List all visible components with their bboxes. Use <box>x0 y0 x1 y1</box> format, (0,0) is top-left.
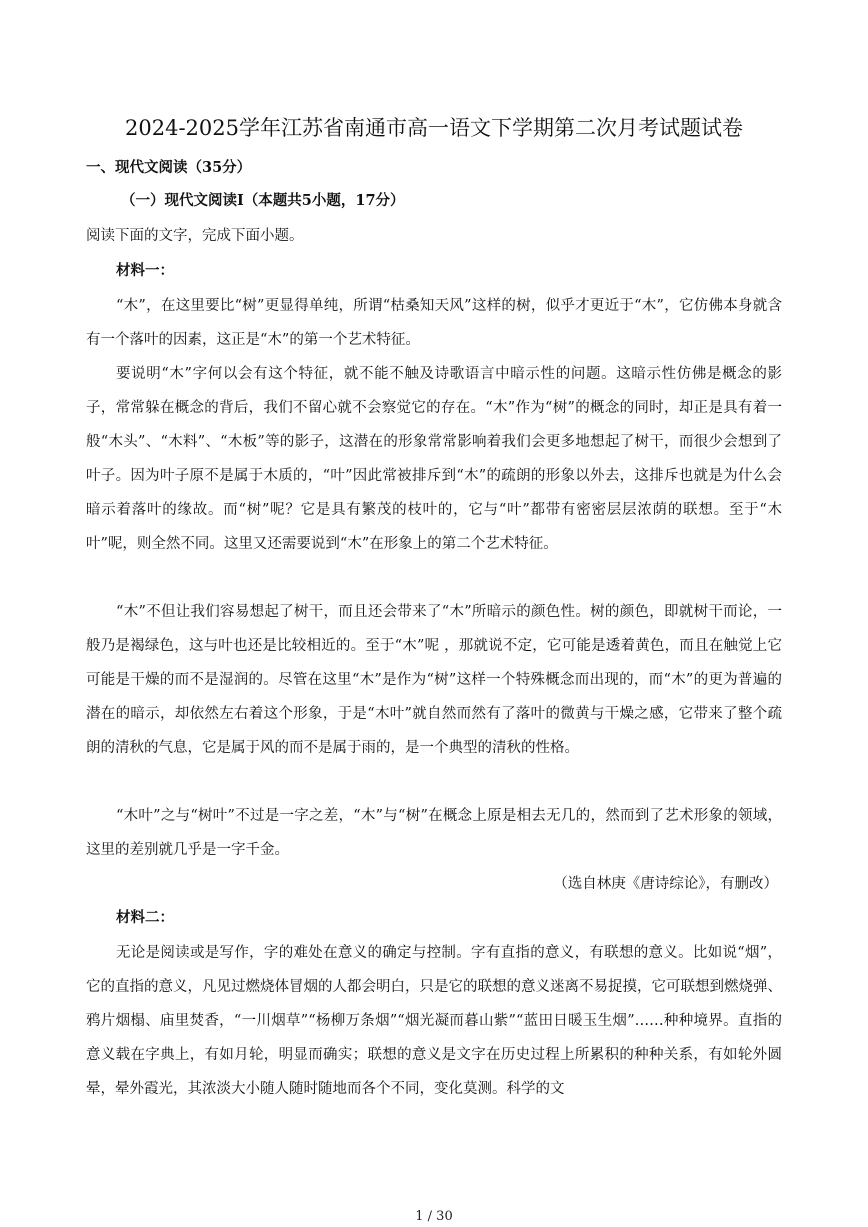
material-one-label: 材料一： <box>116 262 174 279</box>
material-one-paragraph-2: 要说明“木”字何以会有这个特征，就不能不触及诗歌语言中暗示性的问题。这暗示性仿佛是概念的影子，常常躲在概念的背后，我们不留心就不会察觉它的存在。“木”作为“树”的概念的同时，却正是具有着一般“木头”、“木料”、“木板”等的影子，这潜在的形象常常影响着我们会更多地想起了树干，而很少会想到了叶子。因为叶子原不是属于木质的，“叶”因此常被排斥到“木”的疏朗的形象以外去，这排斥也就是为什么会暗示着落叶的缘故。而“树”呢？它是具有繁茂的枝叶的，它与“叶”都带有密密层层浓荫的联想。至于“木叶”呢，则全然不同。这里又还需要说到“木”在形象上的第二个艺术特征。 <box>86 366 782 552</box>
material-one-paragraph-1: “木”，在这里要比“树”更显得单纯，所谓“枯桑知天风”这样的树，似乎才更近于“木”，它仿佛本身就含有一个落叶的因素，这正是“木”的第一个艺术特征。 <box>86 298 782 348</box>
material-one-paragraph-3: “木”不但让我们容易想起了树干，而且还会带来了“木”所暗示的颜色性。树的颜色，即就树干而论，一般乃是褐绿色，这与叶也还是比较相近的。至于“木”呢 ，那就说不定，它可能是透着黄色，而且在触觉上它可能是干燥的而不是湿润的。尽管在这里“木”是作为“树”这样一个特殊概念而出现的，而“木”的更为普遍的潜在的暗示，却依然左右着这个形象，于是“木叶”就自然而然有了落叶的微黄与干燥之感，它带来了整个疏朗的清秋的气息，它是属于风的而不是属于雨的，是一个典型的清秋的性格。 <box>86 604 782 756</box>
material-two-paragraph-1: 无论是阅读或是写作，字的难处在意义的确定与控制。字有直指的意义，有联想的意义。比如说“烟”，它的直指的意义，凡见过燃烧体冒烟的人都会明白，只是它的联想的意义迷离不易捉摸，它可联想到燃烧弹、鸦片烟榻、庙里焚香，“一川烟草”“杨柳万条烟”“烟光凝而暮山紫”“蓝田日暖玉生烟”……种种境界。直指的意义载在字典上，有如月轮，明显而确实；联想的意义是文字在历史过程上所累积的种种关系，有如轮外圆晕，晕外霞光，其浓淡大小随人随时随地而各个不同，变化莫测。科学的文 <box>86 945 782 1097</box>
material-one-paragraph-4: “木叶”之与“树叶”不过是一字之差，“木”与“树”在概念上原是相去无几的，然而到了艺术形象的领域，这里的差别就几乎是一字千金。 <box>86 808 782 858</box>
section-heading: 一、现代文阅读（35分） <box>86 159 252 176</box>
subsection-heading: （一）现代文阅读Ⅰ（本题共5小题，17分） <box>121 192 405 209</box>
document-title: 2024-2025学年江苏省南通市高一语文下学期第二次月考试题试卷 <box>125 116 743 140</box>
material-two-label: 材料二： <box>116 909 174 926</box>
reading-instruction: 阅读下面的文字，完成下面小题。 <box>86 228 304 244</box>
page-number: 1 / 30 <box>415 1209 453 1224</box>
material-one-source: （选自林庚《唐诗综论》，有删改） <box>553 876 778 892</box>
